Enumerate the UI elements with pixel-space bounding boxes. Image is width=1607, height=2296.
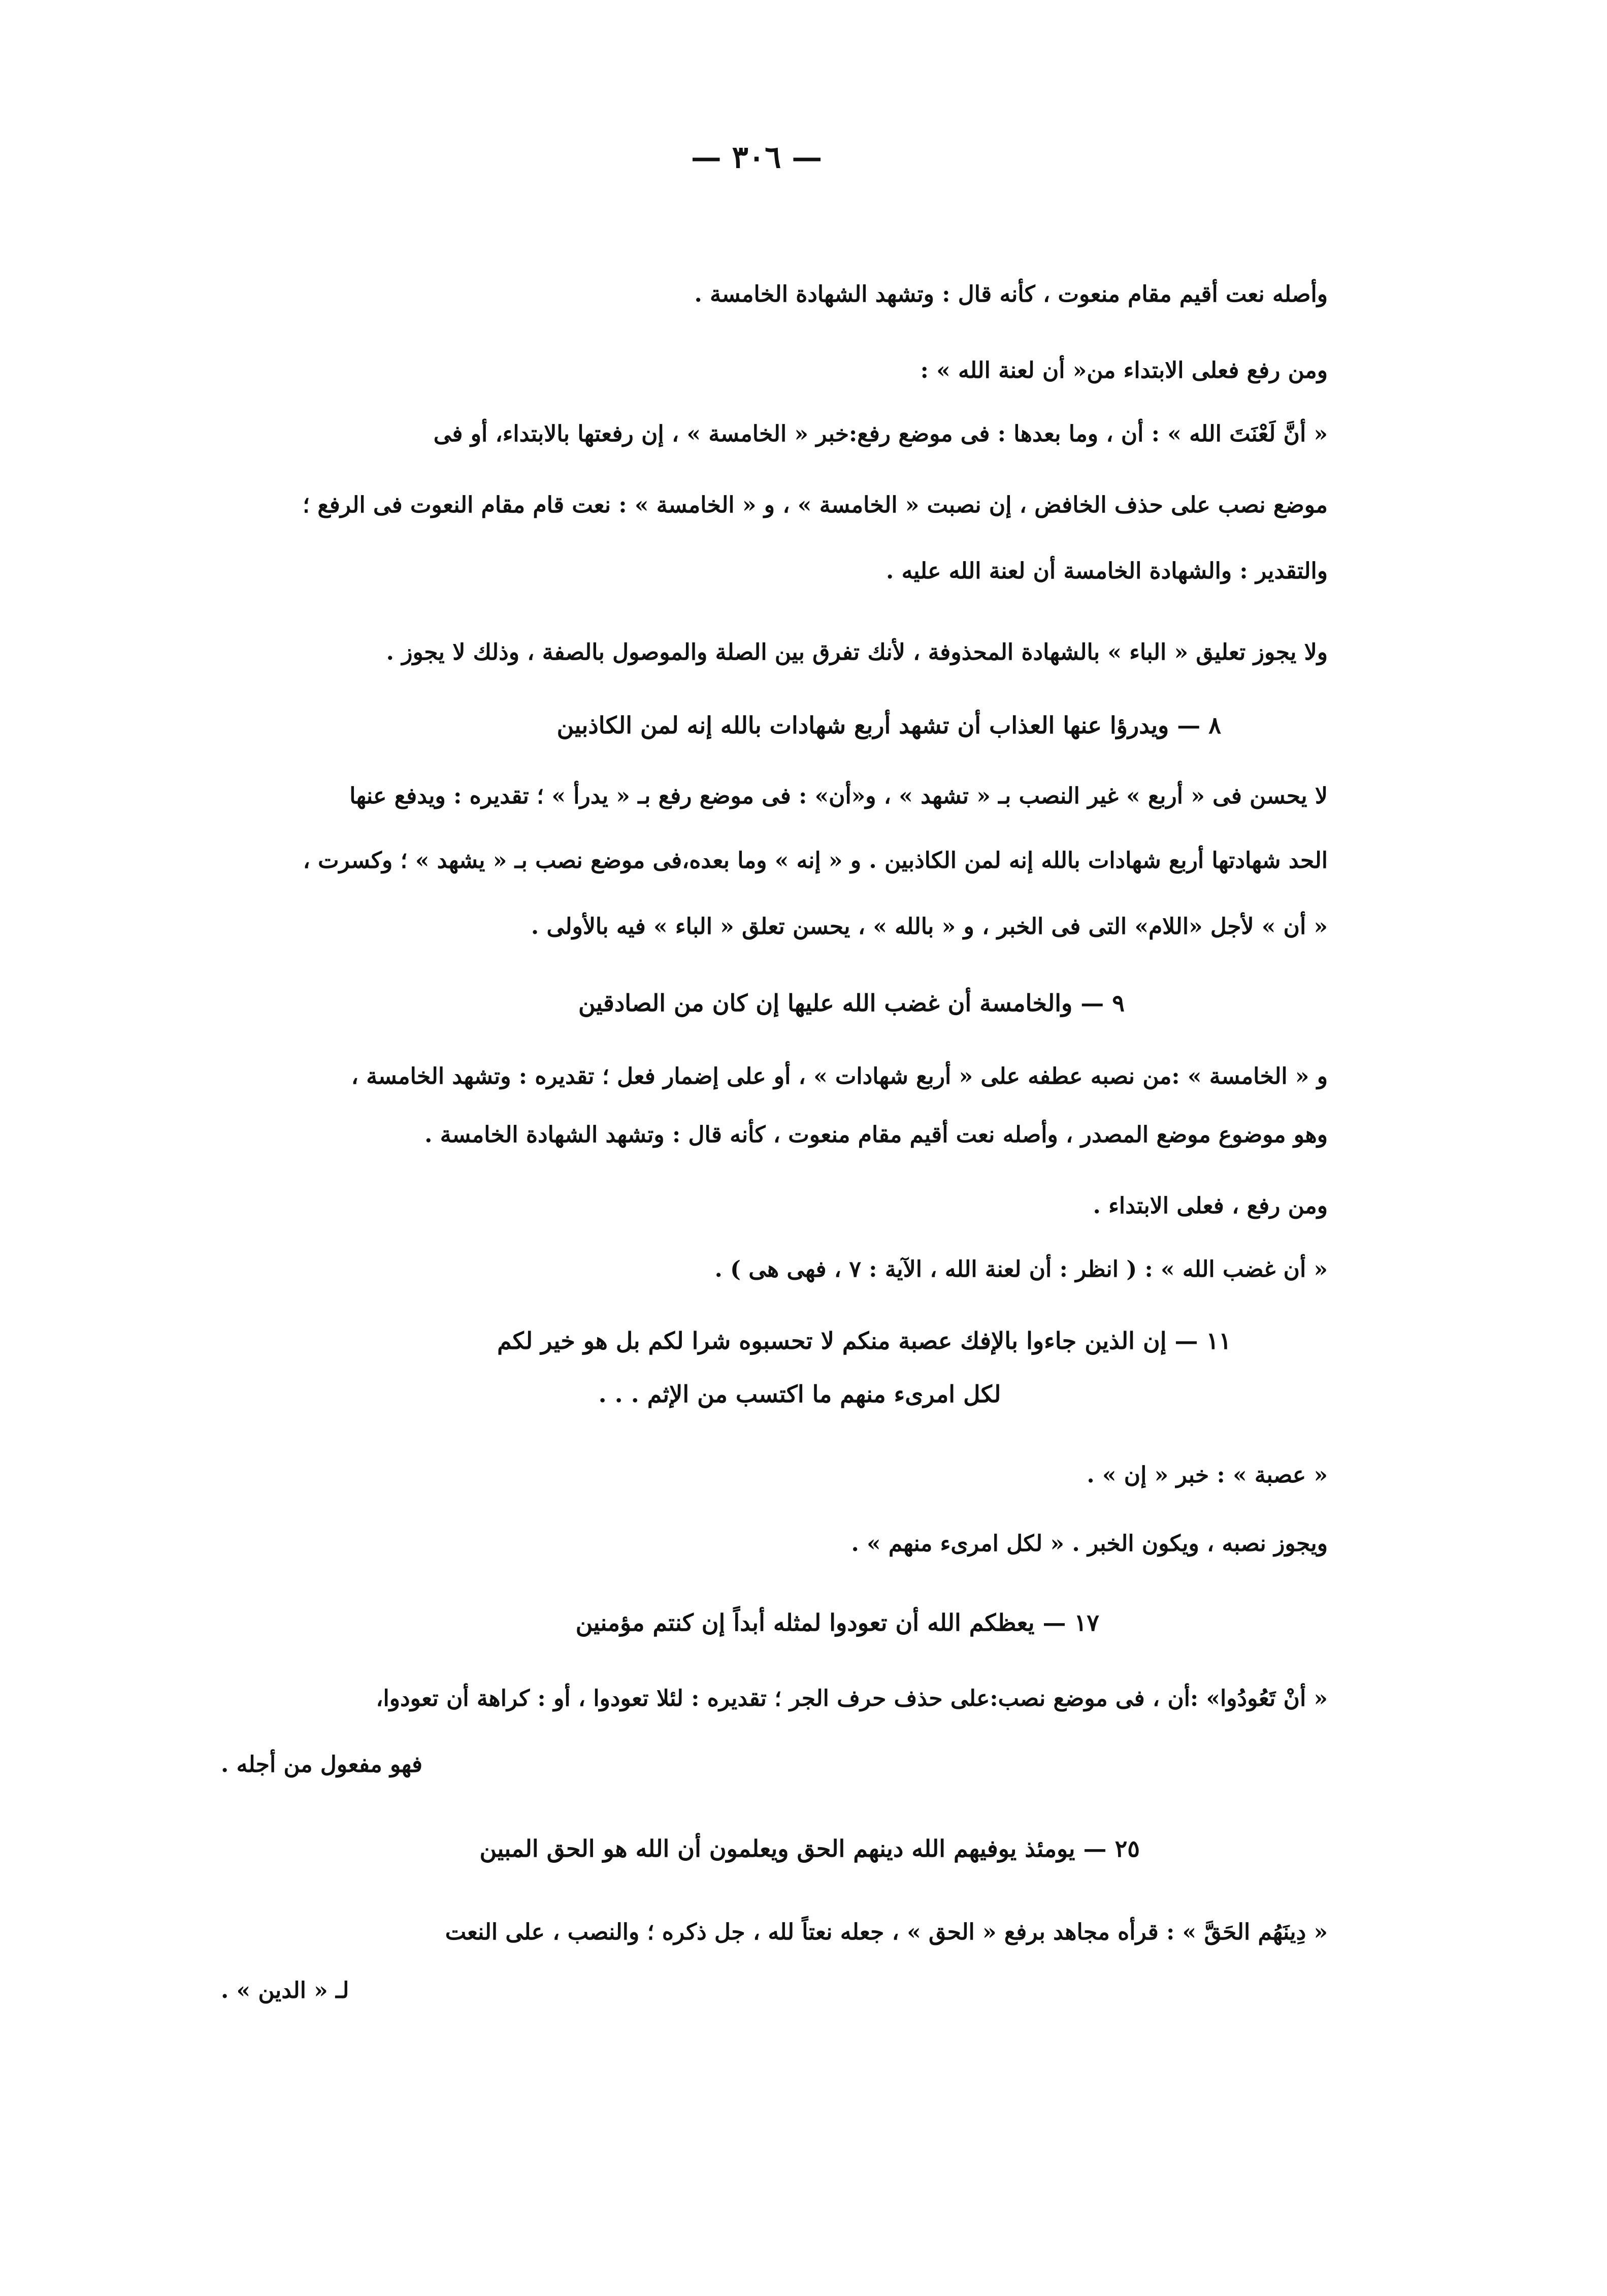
text-line: « أنْ تَعُودُوا» :أن ، فى موضع نصب:على حذف حرف الجر ؛ تقديره : لئلا تعودوا ، أو : كراهة أن تعودوا،	[376, 1686, 1328, 1711]
text-line: « دِينَهُم الحَقَّ » : قرأه مجاهد برفع « الحق » ، جعله نعتاً لله ، جل ذكره ؛ والنصب ، على النعت	[445, 1919, 1328, 1945]
text-line: « أن غضب الله » : ( انظر : أن لعنة الله ، الآية : ٧ ، فهى هى ) .	[714, 1256, 1328, 1282]
text-line: و « الخامسة » :من نصبه عطفه على « أربع شهادات » ، أو على إضمار فعل ؛ تقديره : وتشهد الخامسة ،	[351, 1063, 1328, 1089]
verse-line: ١١ — إن الذين جاءوا بالإفك عصبة منكم لا تحسبوه شرا لكم بل هو خير لكم	[497, 1327, 1231, 1354]
text-line: ومن رفع فعلى الابتداء من« أن لعنة الله » :	[920, 358, 1328, 383]
text-line: وهو موضوع موضع المصدر ، وأصله نعت أقيم مقام منعوت ، كأنه قال : وتشهد الشهادة الخامسة .	[424, 1122, 1328, 1148]
text-line: « أن » لأجل «اللام» التى فى الخبر ، و « بالله » ، يحسن تعلق « الباء » فيه بالأولى .	[531, 914, 1328, 940]
verse-line: ٨ — ويدرؤا عنها العذاب أن تشهد أربع شهادات بالله إنه لمن الكاذبين	[556, 712, 1221, 739]
text-line: فهو مفعول من أجله .	[221, 1752, 423, 1777]
text-line: ومن رفع ، فعلى الابتداء .	[1093, 1193, 1328, 1219]
text-line: « أنَّ لَعْنَتَ الله » : أن ، وما بعدها : فى موضع رفع:خبر « الخامسة » ، إن رفعتها بالابتداء، أو فى	[433, 421, 1328, 447]
verse-line: ٢٥ — يومئذ يوفيهم الله دينهم الحق ويعلمون أن الله هو الحق المبين	[479, 1835, 1140, 1862]
verse-line: ٩ — والخامسة أن غضب الله عليها إن كان من الصادقين	[578, 989, 1125, 1017]
text-line: الحد شهادتها أربع شهادات بالله إنه لمن الكاذبين . و « إنه » وما بعده،فى موضع نصب بـ « يشهد » ؛ وكسرت ،	[303, 848, 1328, 874]
text-line: والتقدير : والشهادة الخامسة أن لعنة الله عليه .	[886, 558, 1328, 584]
text-line: ولا يجوز تعليق « الباء » بالشهادة المحذوفة ، لأنك تفرق بين الصلة والموصول بالصفة ، وذلك لا يجوز .	[386, 639, 1328, 665]
text-line: موضع نصب على حذف الخافض ، إن نصبت « الخامسة » ، و « الخامسة » : نعت قام مقام النعوت فى الرفع ؛	[303, 492, 1328, 518]
page-number: — ٣٠٦ —	[691, 140, 823, 175]
verse-line: لكل امرىء منهم ما اكتسب من الإثم . . .	[598, 1380, 1001, 1408]
verse-line: ١٧ — يعظكم الله أن تعودوا لمثله أبداً إن كنتم مؤمنين	[575, 1609, 1099, 1636]
text-line: لـ « الدين » .	[221, 1978, 349, 2003]
text-line: وأصله نعت أقيم مقام منعوت ، كأنه قال : وتشهد الشهادة الخامسة .	[694, 281, 1328, 307]
text-line: « عصبة » : خبر « إن » .	[1087, 1462, 1328, 1488]
text-line: لا يحسن فى « أربع » غير النصب بـ « تشهد » ، و«أن» : فى موضع رفع بـ « يدرأ » ؛ تقديره : ويدفع عنها	[349, 783, 1328, 809]
text-line: ويجوز نصبه ، ويكون الخبر . « لكل امرىء منهم » .	[851, 1531, 1328, 1557]
